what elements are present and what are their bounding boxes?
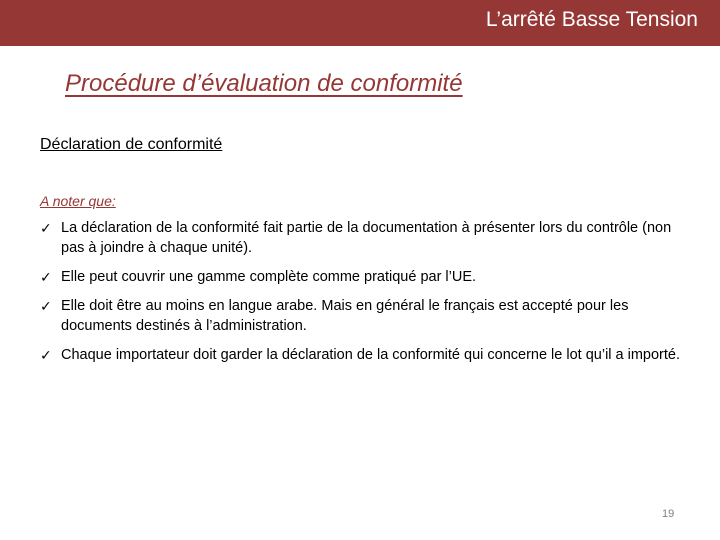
note-label: A noter que: [40, 193, 116, 209]
header-title: L’arrêté Basse Tension [485, 8, 698, 31]
bullet-item [40, 218, 690, 258]
bullet-text: Chaque importateur doit garder la déclaration de la conformité qui concerne le lot qu’il a importé. [61, 347, 681, 363]
checkmark-icon: ✓ [40, 298, 52, 314]
checkmark-icon: ✓ [40, 269, 52, 285]
section-title: Déclaration de conformité [40, 136, 223, 153]
bullet-item [40, 267, 690, 287]
bullet-text: La déclaration de la conformité fait partie de la documentation à présenter lors du contrôle (non pas à joindre à chaque unité). [61, 220, 672, 256]
header-bar [0, 0, 720, 46]
bullet-text: Elle doit être au moins en langue arabe. Mais en général le français est accepté pour les documents destinés à l’administration. [61, 298, 629, 334]
bullet-item [40, 345, 690, 365]
bullet-item [40, 296, 690, 336]
checkmark-icon: ✓ [40, 347, 52, 363]
slide-title: Procédure d’évaluation de conformité [65, 70, 463, 97]
checkmark-icon: ✓ [40, 220, 52, 236]
bullet-text: Elle peut couvrir une gamme complète comme pratiqué par l’UE. [61, 269, 477, 285]
bullet-list [40, 218, 690, 374]
page-number: 19 [662, 508, 675, 520]
